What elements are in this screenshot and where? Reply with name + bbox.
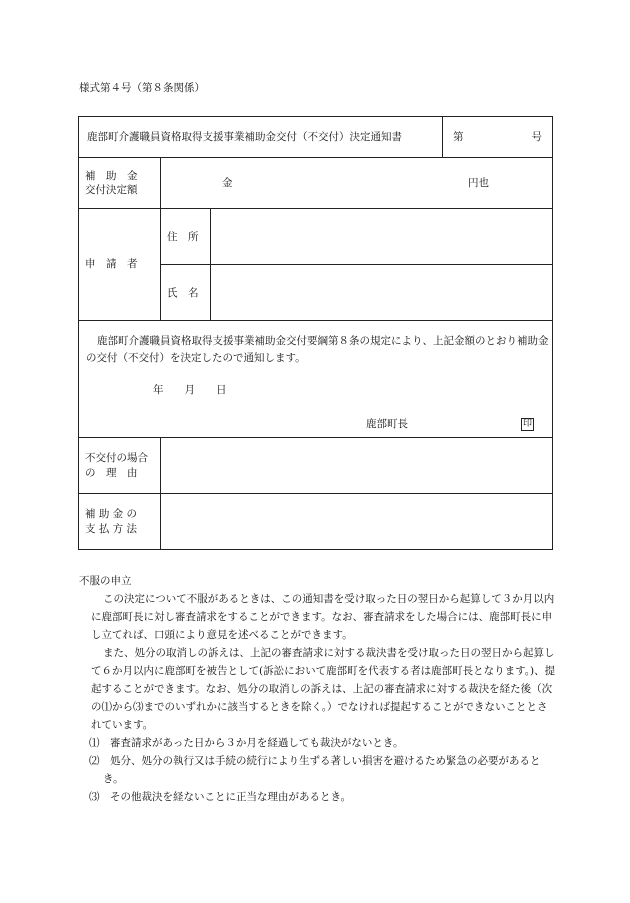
payment-method-field[interactable]: [161, 494, 553, 550]
amount-label: 補 助 金 交付決定額: [79, 158, 161, 209]
notice-form-table: [78, 116, 553, 550]
applicant-label: 申 請 者: [79, 209, 161, 321]
payment-method-label: 補 助 金 の 支 払 方 法: [79, 494, 161, 550]
number-suffix: 号: [531, 131, 542, 143]
appeal-paragraph-2: また、処分の取消しの訴えは、上記の審査請求に対する裁決書を受け取った日の翌日から起算して６か月以内に鹿部町を被告として(訴訟において鹿部町を代表する者は鹿部町長となります。)、提起することができます。なお、処分の取消しの訴えは、上記の審査請求に対する裁決を経た後（次の⑴から⑶までのいずれかに該当するときを除く。）でなければ提起することができないこととされています。: [91, 647, 556, 731]
appeal-item-3: ⑶ その他裁決を経ないことに正当な理由があるとき。: [89, 791, 352, 803]
reason-label: 不交付の場合 の 理 由: [79, 438, 161, 494]
appeal-section: [79, 572, 557, 806]
appeal-item-1: ⑴ 審査請求があった日から３か月を経過しても裁決がないとき。: [89, 737, 404, 749]
name-label: 氏 名: [161, 265, 211, 321]
amount-yen: 円也: [468, 177, 489, 189]
document-number-field[interactable]: [443, 117, 553, 158]
document-title: 鹿部町介護職員資格取得支援事業補助金交付（不交付）決定通知書: [79, 117, 443, 158]
notice-body: [79, 321, 553, 438]
notice-text: 鹿部町介護職員資格取得支援事業補助金交付要綱第８条の規定により、上記金額のとおり補助金の交付（不交付）を決定したので通知します。: [86, 335, 549, 364]
amount-field[interactable]: [161, 158, 553, 209]
notice-date: 年 月 日: [153, 384, 227, 396]
name-field[interactable]: [211, 265, 553, 321]
appeal-item-2: ⑵ 処分、処分の執行又は手続の続行により生ずる著しい損害を避けるため緊急の必要があるとき。: [89, 755, 541, 785]
amount-kin: 金: [222, 177, 233, 189]
address-label: 住 所: [161, 209, 211, 265]
form-number: 様式第４号（第８条関係）: [79, 82, 205, 94]
mayor-title: 鹿部町長: [366, 418, 408, 430]
reason-field[interactable]: [161, 438, 553, 494]
appeal-paragraph-1: この決定について不服があるときは、この通知書を受け取った日の翌日から起算して３か月以内に鹿部町長に対し審査請求をすることができます。なお、審査請求をした場合には、鹿部町長に申し立てれば、口頭により意見を述べることができます。: [91, 593, 555, 641]
address-field[interactable]: [211, 209, 553, 265]
appeal-heading: 不服の申立: [79, 575, 132, 587]
seal-mark: 印: [522, 419, 532, 429]
number-prefix: 第: [453, 131, 464, 143]
